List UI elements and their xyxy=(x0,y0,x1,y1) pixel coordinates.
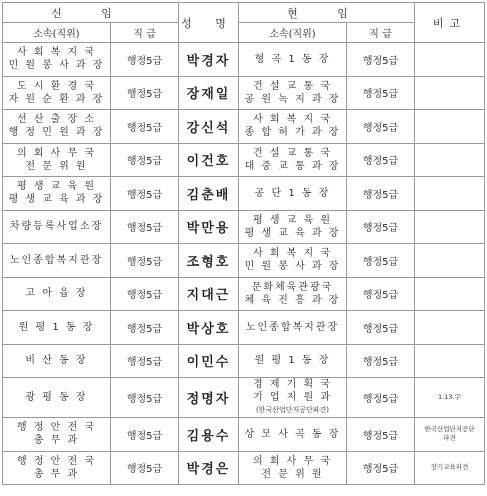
new-dept-cell-line: 행 정 안 전 국 xyxy=(16,422,96,434)
new-dept-cell-line: 비 산 동 장 xyxy=(25,355,88,367)
current-dept-cell-line: 대 중 교 통 과 장 xyxy=(244,160,341,172)
new-grade-cell: 행정5급 xyxy=(111,418,179,452)
note-cell-line: 파견 xyxy=(443,434,456,443)
person-name-cell: 정명자 xyxy=(179,378,239,418)
new-grade-cell: 행정5급 xyxy=(111,143,179,177)
header-new-grade: 직 급 xyxy=(111,23,179,43)
current-dept-cell-line: 기 업 지 원 과 xyxy=(252,392,332,403)
new-dept-cell xyxy=(3,344,111,378)
current-dept-cell-line: 민 원 봉 사 과 장 xyxy=(244,261,341,273)
new-dept-cell-line: 선 산 출 장 소 xyxy=(16,114,96,126)
table-row xyxy=(3,311,485,345)
current-dept-cell-line: 노인종합복지관장 xyxy=(245,321,340,333)
new-dept-cell xyxy=(3,451,111,485)
new-dept-cell-line: 전 문 위 원 xyxy=(25,160,88,172)
note-cell xyxy=(415,143,485,177)
current-dept-cell xyxy=(239,177,347,211)
table-row xyxy=(3,418,485,452)
current-grade-cell: 행정5급 xyxy=(347,418,415,452)
person-name-cell: 지대근 xyxy=(179,277,239,311)
table-body xyxy=(3,43,485,485)
note-cell xyxy=(415,344,485,378)
header-note: 비고 xyxy=(415,3,485,43)
current-grade-cell: 행정5급 xyxy=(347,76,415,110)
current-dept-cell-line: 평 생 교 육 과 장 xyxy=(244,227,341,239)
new-grade-cell: 행정5급 xyxy=(111,311,179,345)
current-dept-cell-line: 경 제 기 획 국 xyxy=(252,379,332,390)
current-grade-cell: 행정5급 xyxy=(347,344,415,378)
new-dept-cell-line: 평 생 교 육 과 장 xyxy=(8,194,105,206)
new-dept-cell-line: 도 시 환 경 국 xyxy=(16,80,96,92)
note-cell xyxy=(415,311,485,345)
table-row xyxy=(3,76,485,110)
new-dept-cell xyxy=(3,43,111,77)
note-cell xyxy=(415,210,485,244)
current-dept-cell xyxy=(239,76,347,110)
current-dept-cell-line: 종 합 허 가 과 장 xyxy=(244,127,341,139)
header-name: 성 명 xyxy=(179,3,239,43)
current-grade-cell: 행정5급 xyxy=(347,378,415,418)
note-cell xyxy=(415,43,485,77)
current-dept-cell xyxy=(239,110,347,144)
current-grade-cell: 행정5급 xyxy=(347,277,415,311)
table-row xyxy=(3,110,485,144)
header-new-dept: 소속(직위) xyxy=(3,23,111,43)
current-dept-cell xyxy=(239,344,347,378)
new-dept-cell xyxy=(3,311,111,345)
table-row xyxy=(3,344,485,378)
person-name-cell: 박상호 xyxy=(179,311,239,345)
current-grade-cell: 행정5급 xyxy=(347,143,415,177)
current-dept-cell xyxy=(239,244,347,278)
current-dept-cell-line: 상 모 사 곡 동 장 xyxy=(244,428,341,440)
new-grade-cell: 행정5급 xyxy=(111,43,179,77)
new-dept-cell xyxy=(3,110,111,144)
new-dept-cell-line: 평 생 교 육 원 xyxy=(16,181,96,193)
current-grade-cell: 행정5급 xyxy=(347,451,415,485)
current-dept-cell xyxy=(239,418,347,452)
person-name-cell: 이건호 xyxy=(179,143,239,177)
current-grade-cell: 행정5급 xyxy=(347,177,415,211)
current-dept-cell xyxy=(239,210,347,244)
current-dept-cell xyxy=(239,277,347,311)
new-grade-cell: 행정5급 xyxy=(111,244,179,278)
note-cell xyxy=(415,451,485,485)
new-grade-cell: 행정5급 xyxy=(111,451,179,485)
new-grade-cell: 행정5급 xyxy=(111,344,179,378)
current-dept-cell-line: 형 곡 1 동 장 xyxy=(254,53,331,65)
new-dept-cell-line: 원 평 1 동 장 xyxy=(18,321,95,333)
note-cell xyxy=(415,244,485,278)
note-cell xyxy=(415,418,485,452)
current-dept-cell-line: 평 생 교 육 원 xyxy=(252,214,332,226)
new-dept-cell xyxy=(3,210,111,244)
new-dept-cell xyxy=(3,244,111,278)
header-current-grade: 직 급 xyxy=(347,23,415,43)
current-dept-cell-line: 건 설 교 통 국 xyxy=(252,80,332,92)
current-dept-cell xyxy=(239,378,347,418)
current-grade-cell: 행정5급 xyxy=(347,244,415,278)
current-dept-cell-line: 사 회 복 지 국 xyxy=(252,114,332,126)
current-grade-cell: 행정5급 xyxy=(347,43,415,77)
person-name-cell: 이민수 xyxy=(179,344,239,378)
header-current-dept: 소속(직위) xyxy=(239,23,347,43)
person-name-cell: 장재일 xyxy=(179,76,239,110)
new-dept-cell-line: 고 아 읍 장 xyxy=(25,288,88,300)
header-current-post: 현 임 xyxy=(239,3,415,23)
new-dept-cell-line: 차량등록사업소장 xyxy=(9,221,104,233)
note-cell xyxy=(415,277,485,311)
new-grade-cell: 행정5급 xyxy=(111,177,179,211)
new-dept-cell-line: 노인종합복지관장 xyxy=(9,254,104,266)
table-row xyxy=(3,43,485,77)
note-cell xyxy=(415,110,485,144)
current-dept-subnote: (한국산업단지공단파견) xyxy=(255,406,330,414)
new-dept-cell xyxy=(3,177,111,211)
current-dept-cell-line: 체 육 진 흥 과 장 xyxy=(244,294,341,306)
person-name-cell: 박경자 xyxy=(179,43,239,77)
new-dept-cell xyxy=(3,143,111,177)
table-row xyxy=(3,277,485,311)
new-dept-cell xyxy=(3,76,111,110)
new-dept-cell-line: 자 원 순 환 과 장 xyxy=(8,93,105,105)
current-grade-cell: 행정5급 xyxy=(347,311,415,345)
note-cell xyxy=(415,177,485,211)
person-name-cell: 박경은 xyxy=(179,451,239,485)
new-grade-cell: 행정5급 xyxy=(111,76,179,110)
table-row xyxy=(3,143,485,177)
table-row xyxy=(3,177,485,211)
current-grade-cell: 행정5급 xyxy=(347,110,415,144)
new-grade-cell: 행정5급 xyxy=(111,210,179,244)
person-name-cell: 김춘배 xyxy=(179,177,239,211)
new-dept-cell-line: 총 무 과 xyxy=(33,468,80,480)
current-dept-cell xyxy=(239,43,347,77)
header-new-post: 신 임 xyxy=(3,3,179,23)
new-dept-cell-line: 행 정 안 전 국 xyxy=(16,455,96,467)
new-grade-cell: 행정5급 xyxy=(111,110,179,144)
note-cell xyxy=(415,76,485,110)
table-row xyxy=(3,244,485,278)
new-dept-cell-line: 총 무 과 xyxy=(33,435,80,447)
new-dept-cell xyxy=(3,378,111,418)
person-name-cell: 박만용 xyxy=(179,210,239,244)
personnel-table xyxy=(2,2,485,485)
new-grade-cell: 행정5급 xyxy=(111,277,179,311)
current-dept-cell-line: 공 단 1 동 장 xyxy=(254,187,331,199)
new-dept-cell-line: 행 정 민 원 과 장 xyxy=(8,127,105,139)
current-grade-cell: 행정5급 xyxy=(347,210,415,244)
current-dept-cell-line: 전 문 위 원 xyxy=(261,468,324,480)
table-row xyxy=(3,378,485,418)
person-name-cell: 조형호 xyxy=(179,244,239,278)
current-dept-cell xyxy=(239,311,347,345)
person-name-cell: 김용수 xyxy=(179,418,239,452)
new-dept-cell-line: 의 회 사 무 국 xyxy=(16,147,96,159)
current-dept-cell xyxy=(239,143,347,177)
current-dept-cell-line: 원 평 1 동 장 xyxy=(254,355,331,367)
current-dept-cell-line: 건 설 교 통 국 xyxy=(252,147,332,159)
new-grade-cell: 행정5급 xyxy=(111,378,179,418)
table-row xyxy=(3,210,485,244)
new-dept-cell xyxy=(3,418,111,452)
current-dept-cell xyxy=(239,451,347,485)
note-cell-line: 1.13.字 xyxy=(437,393,462,401)
new-dept-cell-line: 사 회 복 지 국 xyxy=(16,47,96,59)
person-name-cell: 강신석 xyxy=(179,110,239,144)
current-dept-cell-line: 사 회 복 지 국 xyxy=(252,248,332,260)
table-row xyxy=(3,451,485,485)
current-dept-cell-line: 문화체육관광국 xyxy=(251,281,334,293)
note-cell-line: 장기교육파견 xyxy=(430,463,469,472)
new-dept-cell-line: 광 평 동 장 xyxy=(25,392,88,403)
new-dept-cell xyxy=(3,277,111,311)
new-dept-cell-line: 민 원 봉 사 과 장 xyxy=(8,60,105,72)
note-cell xyxy=(415,378,485,418)
current-dept-cell-line: 의 회 사 무 국 xyxy=(252,455,332,467)
note-cell-line: 한국산업단지공단 xyxy=(424,425,475,434)
current-dept-cell-line: 공 원 녹 지 과 장 xyxy=(244,93,341,105)
